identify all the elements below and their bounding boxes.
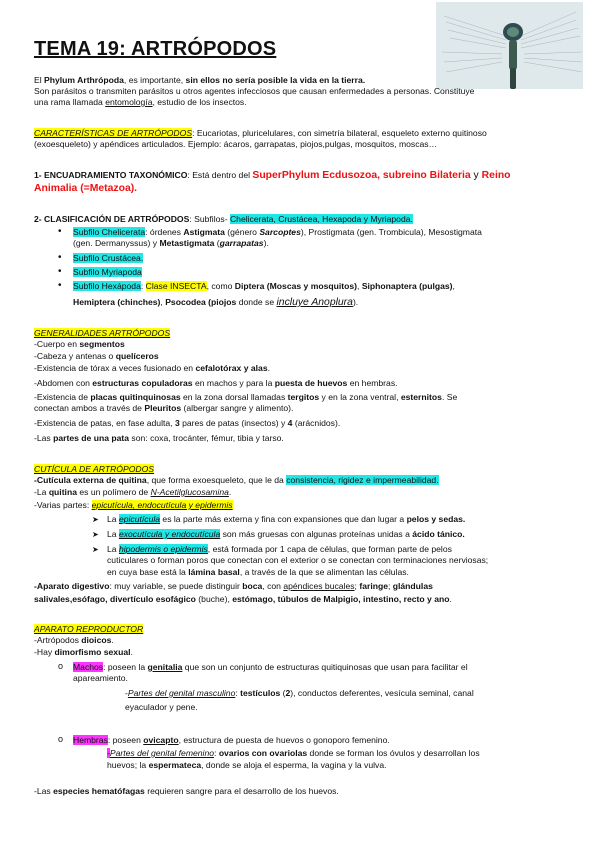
- hipodermis-line-2: cuticulares o forman poros que conectan con el exterior o se conectan con terminaciones nerviosas;: [107, 555, 489, 565]
- reino-text: Reino: [481, 170, 511, 181]
- machos-line-4: eyaculador y pene.: [125, 702, 198, 712]
- text: -Existencia de: [34, 392, 91, 402]
- text: .: [449, 594, 452, 604]
- animalia-text: Animalia (=Metazoa).: [34, 183, 138, 194]
- partes-cuticula-term: epicutícula, endocutícula y epidermis: [91, 500, 233, 510]
- text: -Las: [34, 786, 54, 796]
- testiculos-count: 2: [285, 688, 291, 698]
- anoplura-term: incluye Anoplura: [276, 297, 353, 308]
- text: en la zona dorsal llamadas: [180, 392, 288, 402]
- subfilo-myriapoda: [73, 267, 142, 278]
- aparato-digestivo-term: -Aparato digestivo: [34, 581, 110, 591]
- consistencia-term: consistencia, rigidez e impermeabilidad.: [286, 475, 439, 485]
- intro-line-1: [34, 75, 365, 86]
- text: donde se forman los óvulos y desarrollan los: [307, 748, 480, 758]
- genital-masculino-term: Partes del genital masculino: [127, 688, 236, 698]
- text: y en la zona ventral,: [319, 392, 401, 402]
- page-title: TEMA 19: ARTRÓPODOS: [34, 38, 277, 60]
- encuadramiento-heading: 1- ENCUADRAMIENTO TAXONÓMICO: [34, 170, 188, 180]
- text: La: [107, 529, 119, 539]
- hexapoda-term: Subfilo Hexápoda: [73, 281, 141, 291]
- arrow-bullet-icon: ➤: [92, 515, 99, 524]
- text: .: [111, 635, 114, 645]
- reproductor-line-2: [34, 647, 133, 658]
- text: en hembras.: [347, 378, 398, 388]
- hipodermis-line-1: [107, 544, 452, 555]
- digestivo-line-1: [34, 581, 433, 592]
- text: (gen. Dermanyssus) y: [73, 238, 160, 248]
- psocodea-term: Psocodea (piojos: [165, 297, 237, 307]
- hipodermis-line-3: [107, 567, 409, 578]
- text: : Eucariotas, pluricelulares, con simetría bilateral, esqueleto externo quitinoso: [192, 128, 487, 138]
- generalidades-line-4: [34, 378, 398, 389]
- text: -: [107, 748, 110, 758]
- generalidades-line-6: [34, 403, 293, 414]
- text: El: [34, 75, 45, 85]
- circle-bullet-icon: o: [58, 661, 64, 671]
- caracteristicas-heading: CARACTERÍSTICAS DE ARTRÓPODOS: [34, 128, 193, 138]
- subfilo-chelicerata-line-2: [73, 238, 269, 249]
- text: La: [107, 514, 119, 524]
- faringe-term: faringe: [359, 581, 388, 591]
- hembras-line-2: [107, 748, 480, 759]
- text: son más gruesas con algunas proteínas unidas a: [220, 529, 413, 539]
- ovarios-term: ovarios con ovariolas: [218, 748, 308, 758]
- crustacea-term: Subfilo Crustácea.: [73, 253, 144, 263]
- generalidades-heading: GENERALIDADES ARTRÓPODOS: [34, 328, 171, 338]
- hematofagas-line: [34, 786, 339, 797]
- boca-term: boca: [242, 581, 263, 591]
- insecta-term: Clase INSECTA: [145, 281, 207, 291]
- text: ,: [357, 281, 362, 291]
- bullet-icon: •: [58, 266, 62, 277]
- text: donde se: [236, 297, 277, 307]
- hipodermis-term: hipodermis o epidermis: [118, 544, 208, 554]
- genitalia-term: genitalia: [147, 662, 183, 672]
- epicuticula-line: [107, 514, 465, 525]
- text: huevos; la: [107, 760, 149, 770]
- esofago-term: salivales,esófago, divertículo esofágico: [34, 594, 196, 604]
- espermateca-term: espermateca: [148, 760, 202, 770]
- cuticula-line-3: [34, 500, 233, 511]
- reproductor-line-1: [34, 635, 114, 646]
- text: -Cabeza y antenas o: [34, 351, 116, 361]
- text: .: [130, 647, 133, 657]
- text: .: [267, 363, 270, 373]
- metastigmata-term: Metastigmata: [159, 238, 215, 248]
- subfilo-hexapoda-line-2: [73, 297, 358, 308]
- text: (: [280, 688, 286, 698]
- text: y: [470, 170, 482, 181]
- cefalotorax-term: cefalotórax y alas: [195, 363, 268, 373]
- subfilo-chelicerata-line-1: [73, 227, 482, 238]
- entomologia-term: entomología: [105, 97, 153, 107]
- reproductor-heading-line: [34, 624, 143, 635]
- cuticula-heading: CUTÍCULA DE ARTRÓPODOS: [34, 464, 155, 474]
- text: -Existencia de patas, en fase adulta,: [34, 418, 175, 428]
- generalidades-heading-line: [34, 328, 170, 339]
- caracteristicas-line-1: [34, 128, 487, 139]
- pelos-sedas-term: pelos y sedas.: [406, 514, 466, 524]
- hembras-line-1: [73, 735, 390, 746]
- phylum-term: Phylum Arthrópoda: [44, 75, 124, 85]
- generalidades-line-8: [34, 433, 284, 444]
- chelicerata-term: Subfilo Chelicerata: [73, 227, 146, 237]
- pleuritos-term: Pleuritos: [144, 403, 182, 413]
- encuadramiento-line-2: [34, 183, 137, 194]
- arrow-bullet-icon: ➤: [92, 530, 99, 539]
- generalidades-line-3: [34, 363, 270, 374]
- text: , como: [206, 281, 235, 291]
- bullet-icon: •: [58, 280, 62, 291]
- caracteristicas-line-2: (exoesqueleto) y apéndices articulados. Ejemplo: ácaros, garrapatas, piojos,pulgas, mosquitos, moscas…: [34, 139, 438, 149]
- text: (albergar sangre y alimento).: [181, 403, 294, 413]
- acido-tanico-term: ácido tánico.: [412, 529, 465, 539]
- diptera-term: Diptera (Moscas y mosquitos): [234, 281, 358, 291]
- text: en machos y para la: [192, 378, 275, 388]
- text: son: coxa, trocánter, fémur, tibia y tarso.: [129, 433, 284, 443]
- text: , a través de la que se alimentan las células.: [239, 567, 409, 577]
- copuladoras-term: estructuras copuladoras: [92, 378, 193, 388]
- subfilo-hexapoda-line-1: [73, 281, 455, 292]
- machos-term: Machos: [73, 662, 104, 672]
- text: .: [228, 487, 232, 497]
- lamina-basal-term: lámina basal: [188, 567, 240, 577]
- superphylum-text: SuperPhylum Ecdusozoa, subreino Bilateria: [252, 170, 471, 181]
- text: -Artrópodos: [34, 635, 82, 645]
- text: :: [235, 688, 241, 698]
- text: :: [214, 748, 219, 758]
- generalidades-line-7: [34, 418, 340, 429]
- siphonaptera-term: Siphonaptera (pulgas): [361, 281, 453, 291]
- text: -Existencia de tórax a veces fusionado en: [34, 363, 196, 373]
- text: -Abdomen con: [34, 378, 93, 388]
- text: : muy variable, se puede distinguir: [109, 581, 243, 591]
- epicuticula-term: epicutícula: [118, 514, 161, 524]
- text: , donde se aloja el esperma, la vagina y la vulva.: [201, 760, 387, 770]
- astigmata-term: Astigmata: [183, 227, 225, 237]
- myriapoda-term: Subfilo Myriapoda: [73, 267, 142, 277]
- generalidades-line-5: [34, 392, 457, 403]
- text: ).: [263, 238, 269, 248]
- queliceros-term: quelíceros: [115, 351, 159, 361]
- dimorfismo-term: dimorfismo sexual: [54, 647, 131, 657]
- clasificacion-heading: 2- CLASIFICACIÓN DE ARTRÓPODOS: [34, 214, 190, 224]
- bullet-icon: •: [58, 226, 62, 237]
- text: -Las: [34, 433, 54, 443]
- text: :: [140, 281, 146, 291]
- text: es la parte más externa y fina con expansiones que dan lugar a: [160, 514, 407, 524]
- clasificacion-line: [34, 214, 413, 225]
- text: : Subfilos-: [189, 214, 230, 224]
- dragonfly-image: [436, 2, 583, 89]
- intro-line-2: Son parásitos o transmiten parásitos u otros agentes infecciosos que causan enfermedades a personas. Constituye: [34, 86, 475, 96]
- text: ), Prostigmata (gen. Trombicula), Mesostigmata: [300, 227, 482, 237]
- dragonfly-photo: [436, 2, 583, 89]
- sarcoptes-term: Sarcoptes: [259, 227, 301, 237]
- placas-term: placas quitinquinosas: [90, 392, 181, 402]
- text: es un polímero de: [76, 487, 151, 497]
- text: , estudio de los insectos.: [152, 97, 247, 107]
- dioicos-term: dioicos: [81, 635, 112, 645]
- circle-bullet-icon: o: [58, 734, 64, 744]
- text: (arácnidos).: [292, 418, 341, 428]
- cuticula-line-1: [34, 475, 439, 486]
- hematofagas-term: especies hematófagas: [53, 786, 145, 796]
- exocuticula-term: exocutícula y endocutícula: [118, 529, 221, 539]
- cuticula-line-2: [34, 487, 231, 498]
- patas-aracnidos-count: 4: [287, 418, 293, 428]
- text: en cuya base está la: [107, 567, 189, 577]
- bullet-icon: •: [58, 252, 62, 263]
- text: pares de patas (insectos) y: [179, 418, 288, 428]
- digestivo-line-2: [34, 594, 452, 605]
- text: (: [214, 238, 220, 248]
- text: -Hay: [34, 647, 55, 657]
- text: , está formada por 1 capa de células, que forman parte de pelos: [207, 544, 452, 554]
- hembras-line-3: [107, 760, 387, 771]
- puesta-term: puesta de huevos: [274, 378, 348, 388]
- machos-line-2: apareamiento.: [73, 673, 128, 683]
- generalidades-line-1: [34, 339, 125, 350]
- text: , estructura de puesta de huevos o gonoporo femenino.: [178, 735, 390, 745]
- text: , es importante,: [123, 75, 186, 85]
- text: que son un conjunto de estructuras quitiquinosas que usan para facilitar el: [182, 662, 468, 672]
- text: : poseen: [107, 735, 144, 745]
- text: ;: [387, 581, 393, 591]
- subfilos-list: Chelicerata, Crustácea, Hexapoda y Myriapoda.: [229, 214, 413, 224]
- estomago-term: estómago, túbulos de Malpigio, intestino, recto y ano: [232, 594, 450, 604]
- hembras-term: Hembras: [73, 735, 108, 745]
- text: : poseen la: [103, 662, 148, 672]
- text: ).: [352, 297, 359, 307]
- text: : Está dentro del: [187, 170, 253, 180]
- cuticula-heading-line: [34, 464, 154, 475]
- text: ,: [452, 281, 455, 291]
- subfilo-crustacea: [73, 253, 143, 264]
- ovicapto-term: ovicapto: [143, 735, 179, 745]
- reproductor-heading: APARATO REPRODUCTOR: [34, 624, 144, 634]
- cuticula-externa-term: -Cutícula externa de quitina: [34, 475, 147, 485]
- machos-line-3: [125, 688, 474, 699]
- segmentos-term: segmentos: [79, 339, 125, 349]
- intro-line-3: [34, 97, 247, 108]
- partes-pata-term: partes de una pata: [53, 433, 130, 443]
- text: ;: [354, 581, 360, 591]
- text: , con: [262, 581, 284, 591]
- text: -Cuerpo en: [34, 339, 80, 349]
- glandulas-term: glándulas: [392, 581, 433, 591]
- text: -La: [34, 487, 49, 497]
- encuadramiento-line-1: [34, 170, 511, 181]
- genital-femenino-term: Partes del genital femenino: [109, 748, 215, 758]
- arrow-bullet-icon: ➤: [92, 545, 99, 554]
- generalidades-line-2: [34, 351, 159, 362]
- text: (género: [224, 227, 260, 237]
- esternitos-term: esternitos: [400, 392, 442, 402]
- testiculos-term: testículos: [240, 688, 281, 698]
- acetilglucosamina-term: N-Acetilglucosamina: [150, 487, 229, 497]
- importance-text: sin ellos no sería posible la vida en la tierra.: [185, 75, 366, 85]
- text: -Varias partes:: [34, 500, 92, 510]
- text: (buche),: [195, 594, 233, 604]
- text: ), conductos deferentes, vesícula seminal, canal: [290, 688, 474, 698]
- quitina-term: quitina: [48, 487, 77, 497]
- apendices-bucales-term: apéndices bucales: [283, 581, 355, 591]
- hemiptera-term: Hemiptera (chinches): [73, 297, 161, 307]
- text: . Se: [441, 392, 458, 402]
- text: requieren sangre para el desarrollo de los huevos.: [144, 786, 339, 796]
- tergitos-term: tergitos: [287, 392, 320, 402]
- text: una rama llamada: [34, 97, 106, 107]
- text: conectan ambos a través de: [34, 403, 145, 413]
- garrapatas-term: garrapatas: [219, 238, 264, 248]
- machos-line-1: [73, 662, 468, 673]
- patas-insectos-count: 3: [174, 418, 180, 428]
- text: La: [107, 544, 119, 554]
- exocuticula-line: [107, 529, 465, 540]
- text: ,: [160, 297, 166, 307]
- text: , que forma exoesqueleto, que le da: [146, 475, 287, 485]
- text: : órdenes: [145, 227, 184, 237]
- text: -: [125, 688, 128, 698]
